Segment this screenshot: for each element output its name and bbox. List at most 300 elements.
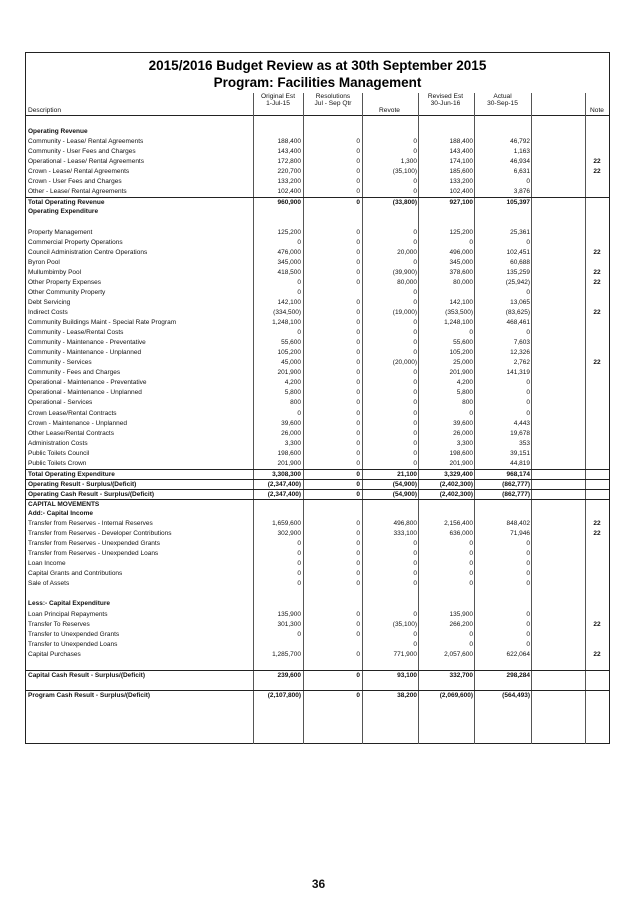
cell-o: 0 (297, 550, 301, 558)
cell-note: 22 (593, 158, 601, 166)
cell-a: 1,163 (513, 148, 530, 156)
cell-a: 105,397 (506, 199, 530, 207)
spacer-row (26, 660, 609, 670)
cell-a: 0 (526, 379, 530, 387)
cell-o: 45,000 (281, 359, 301, 367)
cell-note: 22 (593, 278, 601, 286)
row-description: Community Buildings Maint - Special Rate Program (28, 319, 177, 326)
cell-o: 188,400 (277, 138, 301, 146)
cell-r: 0 (356, 650, 360, 658)
cell-o: 5,800 (284, 389, 301, 397)
cell-e: (2,402,300) (439, 480, 473, 488)
table-row (26, 610, 609, 620)
cell-v: 0 (413, 409, 417, 417)
cell-r: 0 (356, 199, 360, 207)
cell-r: 0 (356, 399, 360, 407)
row-description: Operating Result - Surplus/(Deficit) (28, 480, 137, 488)
cell-a: 0 (526, 540, 530, 548)
row-description: CAPITAL MOVEMENTS (28, 500, 100, 508)
cell-v: 1,300 (400, 158, 417, 166)
row-description: Program Cash Result - Surplus/(Deficit) (28, 691, 151, 699)
cell-o: 0 (297, 409, 301, 417)
cell-v: 0 (413, 439, 417, 447)
spacer-row (26, 117, 609, 127)
cell-v: 0 (413, 540, 417, 548)
cell-e: (353,500) (445, 309, 473, 316)
cell-v: (35,100) (392, 620, 417, 628)
row-description: Other Lease/Rental Contracts (28, 429, 114, 437)
cell-o: 476,000 (277, 248, 301, 256)
cell-note (587, 298, 607, 308)
row-description: Crown Lease/Rental Contracts (28, 409, 117, 417)
cell-v: 0 (413, 580, 417, 588)
cell-e: 142,100 (449, 298, 473, 306)
header-actual: Actual 30-Sep-15 (487, 93, 518, 107)
cell-o: 4,200 (284, 379, 301, 387)
table-row (26, 539, 609, 549)
cell-a: 0 (526, 178, 530, 186)
row-description: Community - Maintenance - Preventative (28, 339, 146, 347)
cell-r: 0 (356, 630, 360, 638)
row-description: Property Management (28, 228, 93, 236)
cell-a: 2,762 (513, 359, 530, 367)
row-description: Capital Purchases (28, 650, 81, 658)
cell-e: 345,000 (449, 258, 473, 266)
cell-v: 38,200 (397, 691, 417, 699)
cell-e: 3,329,400 (444, 470, 473, 478)
cell-v: (35,100) (392, 168, 417, 176)
cell-o: 1,248,100 (272, 319, 301, 326)
table-row (26, 248, 609, 258)
row-description: Loan Principal Repayments (28, 610, 108, 618)
row-description: Debt Servicing (28, 298, 71, 306)
cell-r: 0 (356, 168, 360, 176)
table-row (26, 177, 609, 187)
cell-a: 0 (526, 570, 530, 578)
cell-o: 3,308,300 (272, 470, 301, 478)
cell-a: 46,934 (510, 158, 530, 166)
cell-v: 0 (413, 419, 417, 427)
cell-a: 7,603 (513, 339, 530, 347)
table-row (26, 278, 609, 288)
cell-note (587, 368, 607, 378)
cell-v: 0 (413, 238, 417, 246)
table-row (26, 378, 609, 388)
cell-r: 0 (356, 309, 360, 316)
cell-a: 0 (526, 580, 530, 588)
row-description: Operational - Maintenance - Preventative (28, 379, 147, 387)
cell-e: 102,400 (449, 188, 473, 196)
cell-r (306, 288, 360, 298)
header-rule (26, 115, 609, 116)
header-revised-est: Revised Est 30-Jun-16 (427, 93, 464, 107)
spacer-row (26, 218, 609, 228)
cell-v: 333,100 (393, 530, 417, 538)
cell-a: 0 (526, 329, 530, 337)
cell-e: 0 (469, 580, 473, 588)
cell-v: (33,800) (392, 199, 417, 207)
table-row (26, 630, 609, 640)
cell-e: 174,100 (449, 158, 473, 166)
table-row (26, 569, 609, 579)
header-resolutions: Resolutions Jul - Sep Qtr (314, 93, 352, 107)
cell-o: 3,300 (284, 439, 301, 447)
table-row (26, 579, 609, 589)
cell-v: (39,900) (392, 268, 417, 276)
cell-r: 0 (356, 389, 360, 397)
row-description: Operating Expenditure (28, 208, 99, 216)
cell-a: 60,688 (510, 258, 530, 266)
cell-o: 26,000 (281, 429, 301, 437)
total2-row (26, 690, 609, 701)
cell-e: 143,400 (449, 148, 473, 156)
cell-r: 0 (356, 138, 360, 146)
cell-o: 1,285,700 (272, 650, 301, 658)
cell-v: 0 (413, 329, 417, 337)
table-row (26, 238, 609, 248)
cell-r: 0 (356, 188, 360, 196)
cell-r: 0 (356, 570, 360, 578)
cell-o: 172,800 (277, 158, 301, 166)
cell-v: 80,000 (397, 278, 417, 286)
cell-r: 0 (356, 319, 360, 326)
row-description: Mullumbimby Pool (28, 268, 82, 276)
spacer-row (26, 589, 609, 599)
cell-note (587, 409, 607, 419)
cell-o: 198,600 (277, 449, 301, 457)
row-description: Community - User Fees and Charges (28, 148, 136, 156)
table-row (26, 388, 609, 398)
row-description: Crown - Maintenance - Unplanned (28, 419, 127, 427)
table-row (26, 338, 609, 348)
cell-r: 0 (356, 419, 360, 427)
cell-r: 0 (356, 248, 360, 256)
cell-v: (54,900) (392, 490, 417, 498)
header-revote: Revote (379, 107, 400, 114)
cell-e: 2,156,400 (444, 520, 473, 527)
table-row (26, 439, 609, 449)
row-description: Administration Costs (28, 439, 88, 447)
cell-e: 266,200 (449, 620, 473, 628)
row-description: Community - Lease/Rental Costs (28, 329, 124, 337)
cell-note: 22 (593, 520, 601, 527)
cell-note: 22 (593, 268, 601, 276)
table-row (26, 529, 609, 539)
cell-v: 0 (413, 459, 417, 467)
cell-e: 185,600 (449, 168, 473, 176)
cell-note (587, 630, 607, 640)
cell-r: 0 (356, 449, 360, 457)
cell-e: 332,700 (449, 671, 473, 679)
cell-r: 0 (356, 530, 360, 538)
cell-a: 848,402 (506, 520, 530, 527)
cell-a: (25,942) (505, 278, 530, 286)
report-title: 2015/2016 Budget Review as at 30th September 2015 (148, 58, 487, 73)
cell-v: 93,100 (397, 671, 417, 679)
cell-v: 0 (413, 379, 417, 387)
cell-v: 771,900 (393, 650, 417, 658)
row-description: Community - Lease/ Rental Agreements (28, 138, 144, 146)
table-row (26, 318, 609, 328)
cell-note (587, 328, 607, 338)
row-description: Operational - Services (28, 399, 93, 407)
row-description: Other Property Expenses (28, 278, 101, 286)
row-description: Transfer from Reserves - Internal Reserves (28, 520, 153, 527)
section-row (26, 207, 609, 217)
cell-o (255, 640, 301, 650)
row-description: Other Community Property (28, 288, 106, 296)
table-row (26, 620, 609, 630)
cell-a: 353 (519, 439, 530, 447)
cell-a: 0 (526, 399, 530, 407)
cell-v: 0 (413, 550, 417, 558)
cell-o: (2,107,800) (267, 691, 301, 699)
section-row (26, 127, 609, 137)
cell-e: 0 (469, 640, 473, 648)
cell-e: (2,402,300) (439, 490, 473, 498)
row-description: Transfer from Reserves - Unexpended Loans (28, 550, 159, 558)
cell-e: 135,900 (449, 610, 473, 618)
cell-note (587, 398, 607, 408)
cell-r: 0 (356, 671, 360, 679)
table-row (26, 288, 609, 298)
cell-note (587, 439, 607, 449)
cell-a: 141,319 (506, 369, 530, 377)
cell-note (587, 228, 607, 238)
cell-note: 22 (593, 650, 601, 658)
cell-note (587, 147, 607, 157)
table-row (26, 549, 609, 559)
cell-v: 0 (413, 610, 417, 618)
row-description: Transfer to Unexpended Loans (28, 640, 118, 648)
cell-r: 0 (356, 258, 360, 266)
cell-note (587, 640, 607, 650)
cell-a: (862,777) (502, 480, 530, 488)
row-description: Sale of Assets (28, 580, 70, 588)
spacer-row (26, 680, 609, 690)
cell-e: (2,069,600) (439, 691, 473, 699)
cell-note (587, 539, 607, 549)
cell-e: 201,900 (449, 459, 473, 467)
cell-o: 345,000 (277, 258, 301, 266)
cell-o: 0 (297, 630, 301, 638)
cell-e: 800 (462, 399, 473, 407)
row-description: Public Toilets Crown (28, 459, 87, 467)
cell-v: 0 (413, 389, 417, 397)
cell-o: 220,700 (277, 168, 301, 176)
cell-r: 0 (356, 339, 360, 347)
row-description: Total Operating Revenue (28, 199, 105, 207)
row-description: Less:- Capital Expenditure (28, 600, 110, 608)
cell-r: 0 (356, 148, 360, 156)
table-row (26, 368, 609, 378)
cell-o: 142,100 (277, 298, 301, 306)
cell-e: 0 (469, 238, 473, 246)
cell-a: (862,777) (502, 490, 530, 498)
cell-e: 80,000 (453, 278, 473, 286)
table-row (26, 147, 609, 157)
cell-r: 0 (356, 298, 360, 306)
budget-review-sheet (25, 52, 610, 744)
row-description: Operational - Lease/ Rental Agreements (28, 158, 144, 166)
cell-r: 0 (356, 520, 360, 527)
cell-a: 0 (526, 630, 530, 638)
cell-r: 0 (356, 278, 360, 286)
cell-e: 0 (469, 329, 473, 337)
cell-o: 102,400 (277, 188, 301, 196)
cell-v: 0 (413, 138, 417, 146)
cell-note: 22 (593, 620, 601, 628)
cell-note: 22 (593, 309, 601, 316)
row-description: Capital Cash Result - Surplus/(Deficit) (28, 671, 146, 679)
cell-e: 133,200 (449, 178, 473, 186)
cell-o: 135,900 (277, 610, 301, 618)
cell-a: 25,361 (510, 228, 530, 236)
cell-e: 0 (469, 409, 473, 417)
row-description: Add:- Capital Income (28, 510, 94, 517)
cell-a: 0 (526, 238, 530, 246)
row-description: Transfer from Reserves - Developer Contributions (28, 530, 172, 538)
row-description: Byron Pool (28, 258, 60, 266)
table-row (26, 268, 609, 278)
table-row (26, 187, 609, 197)
cell-r: 0 (356, 620, 360, 628)
cell-o: (2,347,400) (267, 490, 301, 498)
header-original-est: Original Est 1-Jul-15 (260, 93, 296, 107)
cell-e: 4,200 (456, 379, 473, 387)
cell-r: 0 (356, 429, 360, 437)
cell-e: 496,000 (449, 248, 473, 256)
cell-a: 46,792 (510, 138, 530, 146)
cell-a: 0 (526, 610, 530, 618)
cell-a: 968,174 (506, 470, 530, 478)
cell-note (587, 559, 607, 569)
row-description: Community - Maintenance - Unplanned (28, 349, 142, 357)
cell-note (587, 137, 607, 147)
cell-note (587, 549, 607, 559)
cell-note (587, 378, 607, 388)
cell-note (587, 258, 607, 268)
cell-e: 636,000 (449, 530, 473, 538)
cell-v: 0 (413, 298, 417, 306)
cell-o: 302,900 (277, 530, 301, 538)
cell-v: 0 (413, 148, 417, 156)
cell-r: 0 (356, 158, 360, 166)
table-row (26, 640, 609, 650)
row-description: Loan Income (28, 560, 66, 568)
section-row (26, 599, 609, 609)
row-description: Indirect Costs (28, 309, 68, 316)
cell-a: 622,064 (506, 650, 530, 658)
cell-v: 0 (413, 228, 417, 236)
cell-note (587, 338, 607, 348)
row-description: Capital Grants and Contributions (28, 570, 123, 578)
cell-e (418, 288, 473, 298)
cell-e: 201,900 (449, 369, 473, 377)
cell-note (587, 459, 607, 469)
cell-r: 0 (356, 238, 360, 246)
row-description: Crown - User Fees and Charges (28, 178, 122, 186)
cell-note (587, 187, 607, 197)
table-row (26, 348, 609, 358)
row-description: Transfer from Reserves - Unexpended Grants (28, 540, 160, 548)
cell-o: 0 (297, 570, 301, 578)
cell-a: 468,461 (506, 319, 530, 326)
table-row (26, 328, 609, 338)
cell-e: 2,057,600 (444, 650, 473, 658)
cell-note (587, 419, 607, 429)
cell-a: 0 (526, 409, 530, 417)
cell-e: 0 (469, 630, 473, 638)
cell-note: 22 (593, 248, 601, 256)
row-description: Community - Services (28, 359, 92, 367)
table-row (26, 157, 609, 167)
cell-r: 0 (356, 470, 360, 478)
cell-e: 0 (469, 570, 473, 578)
cell-e: 188,400 (449, 138, 473, 146)
cell-o: 201,900 (277, 459, 301, 467)
cell-note (587, 177, 607, 187)
cell-v: 0 (413, 399, 417, 407)
cell-v: 0 (413, 369, 417, 377)
table-row (26, 559, 609, 569)
cell-o: 0 (297, 329, 301, 337)
cell-o: (334,500) (273, 309, 301, 316)
cell-r: 0 (356, 369, 360, 377)
cell-e: 1,248,100 (444, 319, 473, 326)
cell-v: 0 (413, 339, 417, 347)
cell-a: 0 (526, 389, 530, 397)
cell-a: 12,326 (510, 349, 530, 357)
program-title: Program: Facilities Management (213, 75, 422, 90)
cell-v: 0 (413, 570, 417, 578)
cell-v: 0 (413, 258, 417, 266)
cell-a: (83,625) (505, 309, 530, 316)
cell-a: 102,451 (506, 248, 530, 256)
cell-o: 133,200 (277, 178, 301, 186)
cell-note (587, 318, 607, 328)
table-row (26, 519, 609, 529)
cell-e: 125,200 (449, 228, 473, 236)
cell-v: (54,900) (392, 480, 417, 488)
row-description: Commercial Property Operations (28, 238, 123, 246)
cell-a: 71,946 (510, 530, 530, 538)
row-description: Transfer To Reserves (28, 620, 90, 628)
cell-e: 0 (469, 540, 473, 548)
cell-v: 0 (413, 560, 417, 568)
cell-a: 135,259 (506, 268, 530, 276)
cell-note (587, 388, 607, 398)
cell-r: 0 (356, 359, 360, 367)
cell-o: 301,300 (277, 620, 301, 628)
cell-o: 143,400 (277, 148, 301, 156)
cell-o: 125,200 (277, 228, 301, 236)
cell-v: 0 (413, 188, 417, 196)
cell-r: 0 (356, 178, 360, 186)
cell-a: 13,065 (510, 298, 530, 306)
table-row (26, 167, 609, 177)
cell-o: 0 (297, 540, 301, 548)
cell-r: 0 (356, 691, 360, 699)
cell-o: 201,900 (277, 369, 301, 377)
cell-r: 0 (356, 379, 360, 387)
cell-v: 20,000 (397, 248, 417, 256)
cell-r: 0 (356, 268, 360, 276)
row-description: Crown - Lease/ Rental Agreements (28, 168, 130, 176)
cell-v: 0 (413, 429, 417, 437)
cell-a: 19,678 (510, 429, 530, 437)
cell-o: 239,600 (277, 671, 301, 679)
